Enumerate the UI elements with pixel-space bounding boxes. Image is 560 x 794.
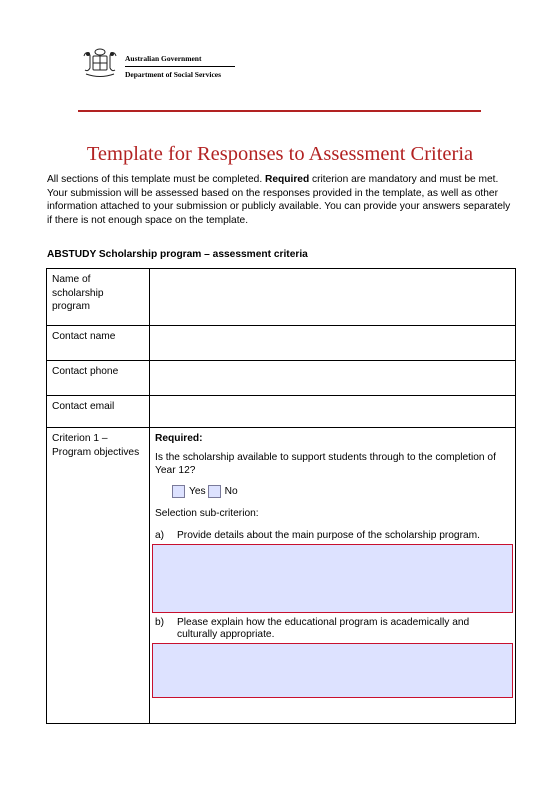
item-text: Please explain how the educational program is academically and culturally appropriate.	[177, 617, 470, 640]
intro-paragraph	[47, 173, 517, 227]
contact-name-cell	[150, 326, 516, 361]
yes-label: Yes	[189, 486, 206, 497]
item-marker: b)	[155, 617, 165, 628]
field-label-criterion-1: Criterion 1 – Program objectives	[47, 428, 150, 724]
field-label-contact-email: Contact email	[47, 396, 150, 428]
no-label: No	[224, 486, 238, 497]
item-text: Provide details about the main purpose of the scholarship program.	[177, 530, 480, 541]
contact-phone-cell	[150, 361, 516, 396]
yes-checkbox[interactable]	[172, 485, 185, 498]
org-name-line2: Department of Social Services	[125, 70, 222, 79]
item-marker: a)	[155, 530, 165, 541]
field-label-contact-phone: Contact phone	[47, 361, 150, 396]
criterion-question: Is the scholarship available to support students through to the completion of Year 12?	[155, 452, 496, 476]
sub-criterion-item	[155, 617, 510, 641]
table-row	[47, 396, 516, 428]
intro-required-bold: Required	[265, 174, 310, 185]
header-rule	[78, 110, 481, 112]
answer-b-textarea[interactable]	[152, 643, 513, 698]
org-name-line1: Australian Government	[125, 54, 202, 63]
criteria-form-table	[46, 268, 516, 724]
government-logo	[80, 46, 250, 84]
sub-criterion-heading: Selection sub-criterion:	[155, 508, 259, 519]
no-checkbox[interactable]	[208, 485, 221, 498]
field-label-scholarship-name: Name of scholarship program	[47, 269, 150, 326]
criterion-1-cell	[150, 428, 516, 724]
table-row	[47, 269, 516, 326]
field-label-contact-name: Contact name	[47, 326, 150, 361]
table-row	[47, 326, 516, 361]
logo-divider	[125, 66, 235, 67]
required-label: Required:	[155, 433, 203, 444]
page-title: Template for Responses to Assessment Criteria	[86, 143, 474, 165]
answer-a-textarea[interactable]	[152, 544, 513, 613]
section-heading: ABSTUDY Scholarship program – assessment criteria	[47, 249, 308, 260]
sub-criterion-item	[155, 530, 510, 542]
yes-no-group	[172, 485, 510, 498]
intro-text-2: criterion are mandatory and must be met. Your submission will be assessed based on the responses provided in the template, as well as other information attached to your submission or publicly available. You can provide your answers separately if there is not enough space on the template.	[47, 174, 511, 226]
intro-text-1: All sections of this template must be completed.	[47, 174, 266, 185]
contact-email-cell	[150, 396, 516, 428]
table-row	[47, 428, 516, 724]
table-row	[47, 361, 516, 396]
scholarship-name-cell	[150, 269, 516, 326]
coat-of-arms-icon	[80, 46, 120, 80]
